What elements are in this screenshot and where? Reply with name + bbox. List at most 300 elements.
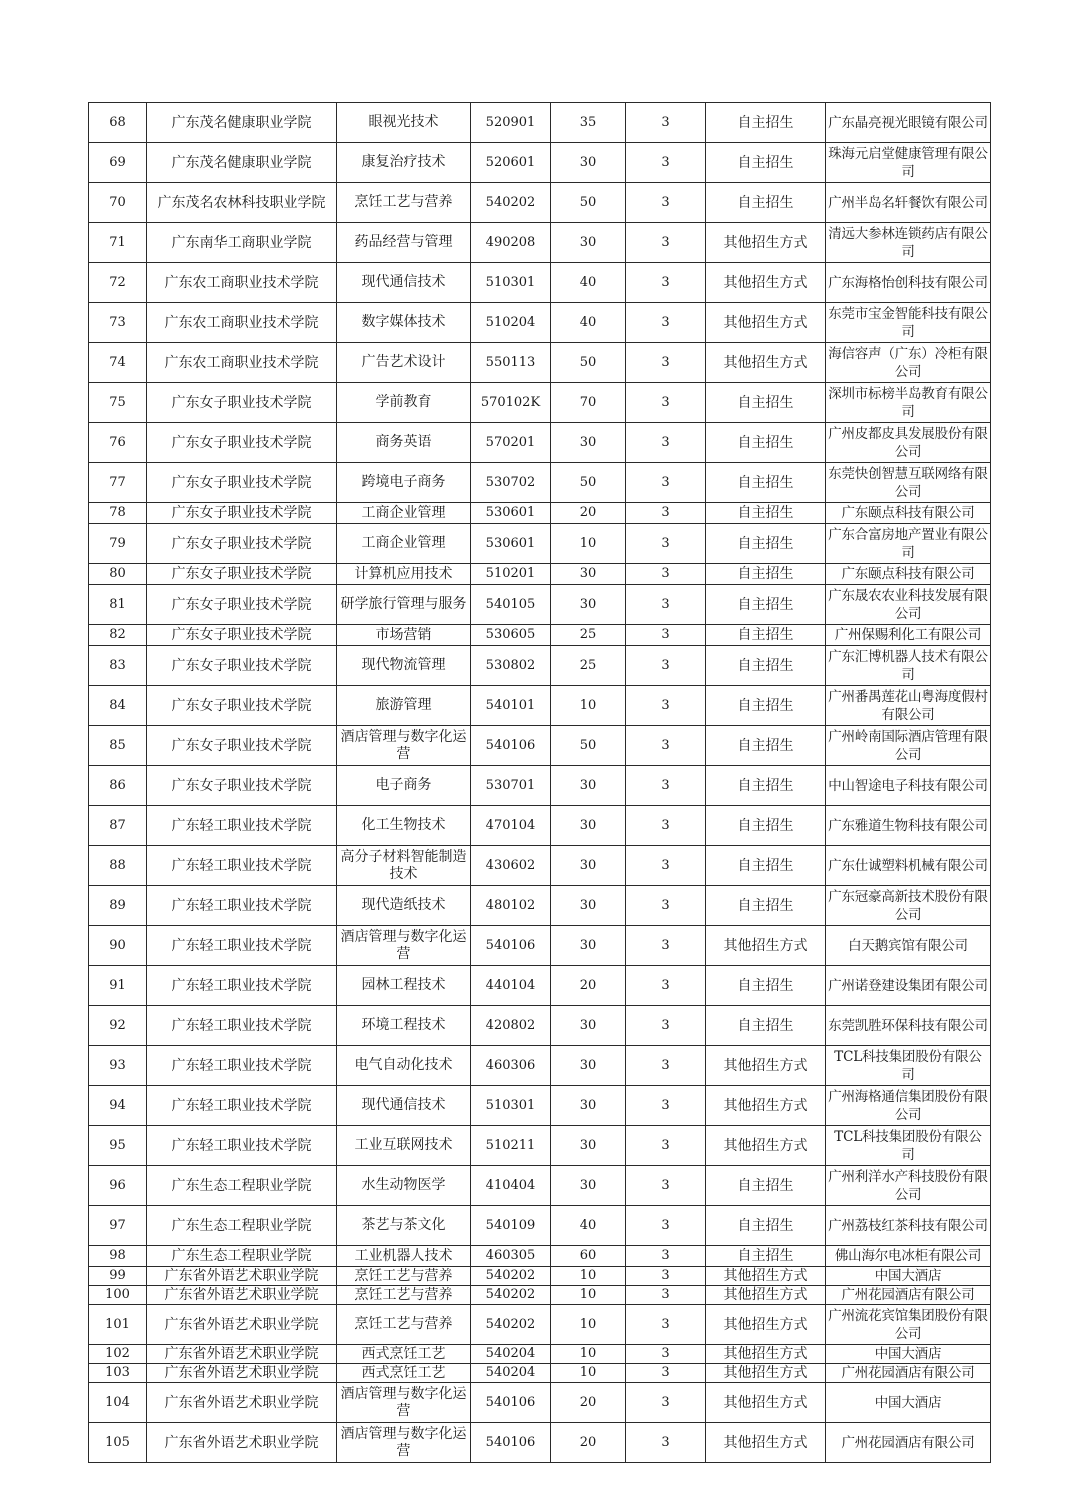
school-name-cell: 广东省外语艺术职业学院 — [147, 1383, 337, 1423]
partner-company-cell: 中国大酒店 — [826, 1267, 991, 1286]
study-years-cell: 3 — [626, 625, 706, 646]
partner-company-cell: 广东仕诚塑料机械有限公司 — [826, 846, 991, 886]
enrollment-method-cell: 自主招生 — [706, 183, 826, 223]
partner-company-cell: 广州花园酒店有限公司 — [826, 1423, 991, 1463]
major-name-cell: 工业互联网技术 — [337, 1126, 471, 1166]
major-code-cell: 540204 — [471, 1345, 551, 1364]
partner-company-cell: 广东汇博机器人技术有限公司 — [826, 646, 991, 686]
major-code-cell: 460305 — [471, 1246, 551, 1267]
major-code-cell: 540202 — [471, 1286, 551, 1305]
enrollment-count-cell: 50 — [551, 726, 626, 766]
enrollment-count-cell: 25 — [551, 646, 626, 686]
partner-company-cell: 东莞快创智慧互联网络有限公司 — [826, 463, 991, 503]
partner-company-cell: TCL科技集团股份有限公司 — [826, 1126, 991, 1166]
major-code-cell: 460306 — [471, 1046, 551, 1086]
enrollment-count-cell: 35 — [551, 103, 626, 143]
major-code-cell: 540202 — [471, 183, 551, 223]
school-name-cell: 广东女子职业技术学院 — [147, 423, 337, 463]
study-years-cell: 3 — [626, 686, 706, 726]
enrollment-count-cell: 30 — [551, 223, 626, 263]
major-code-cell: 420802 — [471, 1006, 551, 1046]
row-number-cell: 103 — [89, 1364, 147, 1383]
enrollment-method-cell: 自主招生 — [706, 103, 826, 143]
major-name-cell: 酒店管理与数字化运营 — [337, 926, 471, 966]
enrollment-method-cell: 其他招生方式 — [706, 1423, 826, 1463]
enrollment-count-cell: 40 — [551, 303, 626, 343]
major-code-cell: 510204 — [471, 303, 551, 343]
partner-company-cell: TCL科技集团股份有限公司 — [826, 1046, 991, 1086]
enrollment-count-cell: 30 — [551, 585, 626, 625]
study-years-cell: 3 — [626, 383, 706, 423]
enrollment-count-cell: 10 — [551, 1364, 626, 1383]
major-name-cell: 环境工程技术 — [337, 1006, 471, 1046]
study-years-cell: 3 — [626, 1305, 706, 1345]
major-code-cell: 530802 — [471, 646, 551, 686]
row-number-cell: 77 — [89, 463, 147, 503]
major-code-cell: 530701 — [471, 766, 551, 806]
enrollment-count-cell: 50 — [551, 183, 626, 223]
major-name-cell: 商务英语 — [337, 423, 471, 463]
enrollment-count-cell: 30 — [551, 766, 626, 806]
partner-company-cell: 广东海格怡创科技有限公司 — [826, 263, 991, 303]
partner-company-cell: 广州保赐利化工有限公司 — [826, 625, 991, 646]
major-name-cell: 现代通信技术 — [337, 1086, 471, 1126]
school-name-cell: 广东女子职业技术学院 — [147, 503, 337, 524]
school-name-cell: 广东轻工职业技术学院 — [147, 806, 337, 846]
table-row — [89, 1345, 991, 1364]
enrollment-count-cell: 25 — [551, 625, 626, 646]
major-name-cell: 烹饪工艺与营养 — [337, 1286, 471, 1305]
table-row — [89, 806, 991, 846]
table-row — [89, 1305, 991, 1345]
table-row — [89, 686, 991, 726]
enrollment-count-cell: 10 — [551, 524, 626, 564]
enrollment-method-cell: 其他招生方式 — [706, 1345, 826, 1364]
enrollment-method-cell: 其他招生方式 — [706, 1126, 826, 1166]
enrollment-method-cell: 其他招生方式 — [706, 1286, 826, 1305]
major-name-cell: 高分子材料智能制造技术 — [337, 846, 471, 886]
row-number-cell: 73 — [89, 303, 147, 343]
partner-company-cell: 广州半岛名轩餐饮有限公司 — [826, 183, 991, 223]
major-code-cell: 540204 — [471, 1364, 551, 1383]
major-code-cell: 510211 — [471, 1126, 551, 1166]
partner-company-cell: 广东颐点科技有限公司 — [826, 564, 991, 585]
partner-company-cell: 广州皮都皮具发展股份有限公司 — [826, 423, 991, 463]
partner-company-cell: 清远大参林连锁药店有限公司 — [826, 223, 991, 263]
partner-company-cell: 广州海格通信集团股份有限公司 — [826, 1086, 991, 1126]
major-code-cell: 410404 — [471, 1166, 551, 1206]
table-row — [89, 1206, 991, 1246]
partner-company-cell: 东莞市宝金智能科技有限公司 — [826, 303, 991, 343]
school-name-cell: 广东轻工职业技术学院 — [147, 1006, 337, 1046]
major-name-cell: 园林工程技术 — [337, 966, 471, 1006]
table-row — [89, 383, 991, 423]
major-name-cell: 计算机应用技术 — [337, 564, 471, 585]
study-years-cell: 3 — [626, 183, 706, 223]
enrollment-count-cell: 30 — [551, 1006, 626, 1046]
enrollment-count-cell: 40 — [551, 263, 626, 303]
major-code-cell: 540106 — [471, 1383, 551, 1423]
major-name-cell: 市场营销 — [337, 625, 471, 646]
table-row — [89, 646, 991, 686]
major-name-cell: 工商企业管理 — [337, 524, 471, 564]
partner-company-cell: 广州岭南国际酒店管理有限公司 — [826, 726, 991, 766]
enrollment-method-cell: 自主招生 — [706, 646, 826, 686]
school-name-cell: 广东农工商职业技术学院 — [147, 303, 337, 343]
school-name-cell: 广东南华工商职业学院 — [147, 223, 337, 263]
row-number-cell: 92 — [89, 1006, 147, 1046]
row-number-cell: 83 — [89, 646, 147, 686]
row-number-cell: 70 — [89, 183, 147, 223]
enrollment-method-cell: 自主招生 — [706, 503, 826, 524]
enrollment-count-cell: 70 — [551, 383, 626, 423]
enrollment-method-cell: 自主招生 — [706, 1006, 826, 1046]
major-name-cell: 烹饪工艺与营养 — [337, 1305, 471, 1345]
table-row — [89, 926, 991, 966]
table-row — [89, 966, 991, 1006]
row-number-cell: 95 — [89, 1126, 147, 1166]
row-number-cell: 86 — [89, 766, 147, 806]
row-number-cell: 105 — [89, 1423, 147, 1463]
major-code-cell: 510301 — [471, 263, 551, 303]
school-name-cell: 广东茂名健康职业学院 — [147, 103, 337, 143]
table-row — [89, 846, 991, 886]
enrollment-method-cell: 其他招生方式 — [706, 223, 826, 263]
major-code-cell: 530702 — [471, 463, 551, 503]
enrollment-count-cell: 30 — [551, 1086, 626, 1126]
school-name-cell: 广东省外语艺术职业学院 — [147, 1305, 337, 1345]
partner-company-cell: 广东晶亮视光眼镜有限公司 — [826, 103, 991, 143]
partner-company-cell: 广州花园酒店有限公司 — [826, 1364, 991, 1383]
enrollment-method-cell: 自主招生 — [706, 564, 826, 585]
partner-company-cell: 广东冠豪高新技术股份有限公司 — [826, 886, 991, 926]
study-years-cell: 3 — [626, 1267, 706, 1286]
enrollment-method-cell: 自主招生 — [706, 625, 826, 646]
school-name-cell: 广东生态工程职业学院 — [147, 1166, 337, 1206]
major-name-cell: 现代物流管理 — [337, 646, 471, 686]
major-name-cell: 学前教育 — [337, 383, 471, 423]
enrollment-method-cell: 自主招生 — [706, 585, 826, 625]
major-name-cell: 化工生物技术 — [337, 806, 471, 846]
enrollment-method-cell: 其他招生方式 — [706, 1267, 826, 1286]
enrollment-count-cell: 30 — [551, 1166, 626, 1206]
row-number-cell: 89 — [89, 886, 147, 926]
partner-company-cell: 广州诺登建设集团有限公司 — [826, 966, 991, 1006]
table-row — [89, 1286, 991, 1305]
enrollment-count-cell: 10 — [551, 1286, 626, 1305]
row-number-cell: 71 — [89, 223, 147, 263]
enrollment-count-cell: 30 — [551, 806, 626, 846]
table-row — [89, 343, 991, 383]
row-number-cell: 75 — [89, 383, 147, 423]
major-name-cell: 研学旅行管理与服务 — [337, 585, 471, 625]
enrollment-method-cell: 其他招生方式 — [706, 1305, 826, 1345]
partner-company-cell: 中山智途电子科技有限公司 — [826, 766, 991, 806]
study-years-cell: 3 — [626, 263, 706, 303]
major-code-cell: 540106 — [471, 1423, 551, 1463]
enrollment-count-cell: 30 — [551, 886, 626, 926]
major-name-cell: 电子商务 — [337, 766, 471, 806]
enrollment-method-cell: 其他招生方式 — [706, 926, 826, 966]
partner-company-cell: 广州利洋水产科技股份有限公司 — [826, 1166, 991, 1206]
partner-company-cell: 广州流花宾馆集团股份有限公司 — [826, 1305, 991, 1345]
row-number-cell: 69 — [89, 143, 147, 183]
row-number-cell: 91 — [89, 966, 147, 1006]
table-row — [89, 503, 991, 524]
study-years-cell: 3 — [626, 1086, 706, 1126]
school-name-cell: 广东女子职业技术学院 — [147, 564, 337, 585]
enrollment-method-cell: 自主招生 — [706, 1166, 826, 1206]
table-row — [89, 1267, 991, 1286]
major-name-cell: 广告艺术设计 — [337, 343, 471, 383]
school-name-cell: 广东女子职业技术学院 — [147, 686, 337, 726]
major-name-cell: 康复治疗技术 — [337, 143, 471, 183]
partner-company-cell: 中国大酒店 — [826, 1383, 991, 1423]
major-code-cell: 550113 — [471, 343, 551, 383]
partner-company-cell: 广州花园酒店有限公司 — [826, 1286, 991, 1305]
table-row — [89, 1383, 991, 1423]
major-code-cell: 540202 — [471, 1267, 551, 1286]
school-name-cell: 广东轻工职业技术学院 — [147, 926, 337, 966]
table-row — [89, 1046, 991, 1086]
partner-company-cell: 深圳市标榜半岛教育有限公司 — [826, 383, 991, 423]
row-number-cell: 76 — [89, 423, 147, 463]
major-name-cell: 药品经营与管理 — [337, 223, 471, 263]
partner-company-cell: 珠海元启堂健康管理有限公司 — [826, 143, 991, 183]
row-number-cell: 79 — [89, 524, 147, 564]
table-row — [89, 463, 991, 503]
enrollment-method-cell: 自主招生 — [706, 966, 826, 1006]
major-code-cell: 570201 — [471, 423, 551, 463]
school-name-cell: 广东女子职业技术学院 — [147, 463, 337, 503]
major-name-cell: 跨境电子商务 — [337, 463, 471, 503]
major-code-cell: 540106 — [471, 726, 551, 766]
major-code-cell: 510301 — [471, 1086, 551, 1126]
major-name-cell: 烹饪工艺与营养 — [337, 183, 471, 223]
school-name-cell: 广东省外语艺术职业学院 — [147, 1286, 337, 1305]
study-years-cell: 3 — [626, 806, 706, 846]
enrollment-count-cell: 60 — [551, 1246, 626, 1267]
table-row — [89, 886, 991, 926]
study-years-cell: 3 — [626, 766, 706, 806]
table-row — [89, 1246, 991, 1267]
school-name-cell: 广东轻工职业技术学院 — [147, 966, 337, 1006]
table-row — [89, 1126, 991, 1166]
enrollment-method-cell: 其他招生方式 — [706, 1364, 826, 1383]
school-name-cell: 广东生态工程职业学院 — [147, 1246, 337, 1267]
major-code-cell: 540101 — [471, 686, 551, 726]
enrollment-method-cell: 自主招生 — [706, 463, 826, 503]
enrollment-count-cell: 20 — [551, 1423, 626, 1463]
study-years-cell: 3 — [626, 1345, 706, 1364]
enrollment-count-cell: 30 — [551, 1046, 626, 1086]
major-code-cell: 440104 — [471, 966, 551, 1006]
row-number-cell: 81 — [89, 585, 147, 625]
enrollment-count-cell: 50 — [551, 343, 626, 383]
study-years-cell: 3 — [626, 926, 706, 966]
enrollment-method-cell: 自主招生 — [706, 846, 826, 886]
row-number-cell: 87 — [89, 806, 147, 846]
partner-company-cell: 佛山海尔电冰柜有限公司 — [826, 1246, 991, 1267]
study-years-cell: 3 — [626, 886, 706, 926]
school-name-cell: 广东茂名健康职业学院 — [147, 143, 337, 183]
enrollment-count-cell: 10 — [551, 1305, 626, 1345]
row-number-cell: 98 — [89, 1246, 147, 1267]
table-body — [89, 103, 991, 1463]
enrollment-method-cell: 其他招生方式 — [706, 303, 826, 343]
table-row — [89, 183, 991, 223]
major-code-cell: 530601 — [471, 524, 551, 564]
enrollment-count-cell: 30 — [551, 143, 626, 183]
enrollment-count-cell: 30 — [551, 1126, 626, 1166]
enrollment-count-cell: 30 — [551, 564, 626, 585]
row-number-cell: 94 — [89, 1086, 147, 1126]
partner-company-cell: 广州番禺莲花山粤海度假村有限公司 — [826, 686, 991, 726]
enrollment-count-cell: 10 — [551, 686, 626, 726]
table-row — [89, 1364, 991, 1383]
major-name-cell: 西式烹饪工艺 — [337, 1364, 471, 1383]
study-years-cell: 3 — [626, 1286, 706, 1305]
school-name-cell: 广东轻工职业技术学院 — [147, 846, 337, 886]
enrollment-count-cell: 30 — [551, 423, 626, 463]
partner-company-cell: 中国大酒店 — [826, 1345, 991, 1364]
row-number-cell: 100 — [89, 1286, 147, 1305]
table-row — [89, 625, 991, 646]
enrollment-count-cell: 10 — [551, 1345, 626, 1364]
study-years-cell: 3 — [626, 1246, 706, 1267]
row-number-cell: 82 — [89, 625, 147, 646]
major-code-cell: 470104 — [471, 806, 551, 846]
partner-company-cell: 东莞凯胜环保科技有限公司 — [826, 1006, 991, 1046]
study-years-cell: 3 — [626, 966, 706, 1006]
school-name-cell: 广东轻工职业技术学院 — [147, 886, 337, 926]
partner-company-cell: 广东晟农农业科技发展有限公司 — [826, 585, 991, 625]
partner-company-cell: 广州荔枝红茶科技有限公司 — [826, 1206, 991, 1246]
partner-company-cell: 白天鹅宾馆有限公司 — [826, 926, 991, 966]
study-years-cell: 3 — [626, 1206, 706, 1246]
study-years-cell: 3 — [626, 303, 706, 343]
table-row — [89, 524, 991, 564]
major-code-cell: 530605 — [471, 625, 551, 646]
enrollment-count-cell: 20 — [551, 503, 626, 524]
enrollment-table — [88, 102, 991, 1463]
study-years-cell: 3 — [626, 646, 706, 686]
table-row — [89, 564, 991, 585]
major-name-cell: 工商企业管理 — [337, 503, 471, 524]
enrollment-method-cell: 自主招生 — [706, 423, 826, 463]
school-name-cell: 广东女子职业技术学院 — [147, 766, 337, 806]
enrollment-method-cell: 自主招生 — [706, 686, 826, 726]
study-years-cell: 3 — [626, 564, 706, 585]
study-years-cell: 3 — [626, 223, 706, 263]
major-name-cell: 数字媒体技术 — [337, 303, 471, 343]
study-years-cell: 3 — [626, 524, 706, 564]
school-name-cell: 广东女子职业技术学院 — [147, 383, 337, 423]
major-name-cell: 现代造纸技术 — [337, 886, 471, 926]
enrollment-method-cell: 其他招生方式 — [706, 1383, 826, 1423]
row-number-cell: 97 — [89, 1206, 147, 1246]
row-number-cell: 93 — [89, 1046, 147, 1086]
study-years-cell: 3 — [626, 143, 706, 183]
school-name-cell: 广东女子职业技术学院 — [147, 585, 337, 625]
study-years-cell: 3 — [626, 463, 706, 503]
major-code-cell: 540202 — [471, 1305, 551, 1345]
major-code-cell: 530601 — [471, 503, 551, 524]
partner-company-cell: 广东合富房地产置业有限公司 — [826, 524, 991, 564]
row-number-cell: 102 — [89, 1345, 147, 1364]
study-years-cell: 3 — [626, 1166, 706, 1206]
school-name-cell: 广东省外语艺术职业学院 — [147, 1267, 337, 1286]
partner-company-cell: 广东颐点科技有限公司 — [826, 503, 991, 524]
major-code-cell: 520901 — [471, 103, 551, 143]
enrollment-count-cell: 20 — [551, 966, 626, 1006]
row-number-cell: 72 — [89, 263, 147, 303]
major-name-cell: 西式烹饪工艺 — [337, 1345, 471, 1364]
study-years-cell: 3 — [626, 726, 706, 766]
row-number-cell: 90 — [89, 926, 147, 966]
major-name-cell: 水生动物医学 — [337, 1166, 471, 1206]
study-years-cell: 3 — [626, 585, 706, 625]
row-number-cell: 104 — [89, 1383, 147, 1423]
enrollment-count-cell: 30 — [551, 846, 626, 886]
school-name-cell: 广东茂名农林科技职业学院 — [147, 183, 337, 223]
enrollment-count-cell: 50 — [551, 463, 626, 503]
major-name-cell: 酒店管理与数字化运营 — [337, 1423, 471, 1463]
enrollment-count-cell: 10 — [551, 1267, 626, 1286]
table-row — [89, 585, 991, 625]
study-years-cell: 3 — [626, 343, 706, 383]
enrollment-count-cell: 40 — [551, 1206, 626, 1246]
major-name-cell: 茶艺与茶文化 — [337, 1206, 471, 1246]
enrollment-method-cell: 其他招生方式 — [706, 1046, 826, 1086]
enrollment-count-cell: 30 — [551, 926, 626, 966]
table-row — [89, 263, 991, 303]
school-name-cell: 广东省外语艺术职业学院 — [147, 1364, 337, 1383]
row-number-cell: 85 — [89, 726, 147, 766]
row-number-cell: 74 — [89, 343, 147, 383]
study-years-cell: 3 — [626, 103, 706, 143]
study-years-cell: 3 — [626, 1046, 706, 1086]
table-row — [89, 103, 991, 143]
major-name-cell: 旅游管理 — [337, 686, 471, 726]
enrollment-count-cell: 20 — [551, 1383, 626, 1423]
enrollment-method-cell: 自主招生 — [706, 1246, 826, 1267]
row-number-cell: 101 — [89, 1305, 147, 1345]
school-name-cell: 广东女子职业技术学院 — [147, 625, 337, 646]
partner-company-cell: 广东雅道生物科技有限公司 — [826, 806, 991, 846]
enrollment-method-cell: 自主招生 — [706, 806, 826, 846]
school-name-cell: 广东女子职业技术学院 — [147, 524, 337, 564]
row-number-cell: 80 — [89, 564, 147, 585]
enrollment-method-cell: 自主招生 — [706, 886, 826, 926]
table-row — [89, 1006, 991, 1046]
major-code-cell: 510201 — [471, 564, 551, 585]
major-code-cell: 490208 — [471, 223, 551, 263]
study-years-cell: 3 — [626, 1364, 706, 1383]
school-name-cell: 广东农工商职业技术学院 — [147, 343, 337, 383]
school-name-cell: 广东省外语艺术职业学院 — [147, 1345, 337, 1364]
table-row — [89, 303, 991, 343]
table-row — [89, 223, 991, 263]
enrollment-method-cell: 自主招生 — [706, 1206, 826, 1246]
school-name-cell: 广东轻工职业技术学院 — [147, 1046, 337, 1086]
major-code-cell: 480102 — [471, 886, 551, 926]
table-row — [89, 143, 991, 183]
study-years-cell: 3 — [626, 846, 706, 886]
table-row — [89, 726, 991, 766]
major-code-cell: 430602 — [471, 846, 551, 886]
school-name-cell: 广东省外语艺术职业学院 — [147, 1423, 337, 1463]
